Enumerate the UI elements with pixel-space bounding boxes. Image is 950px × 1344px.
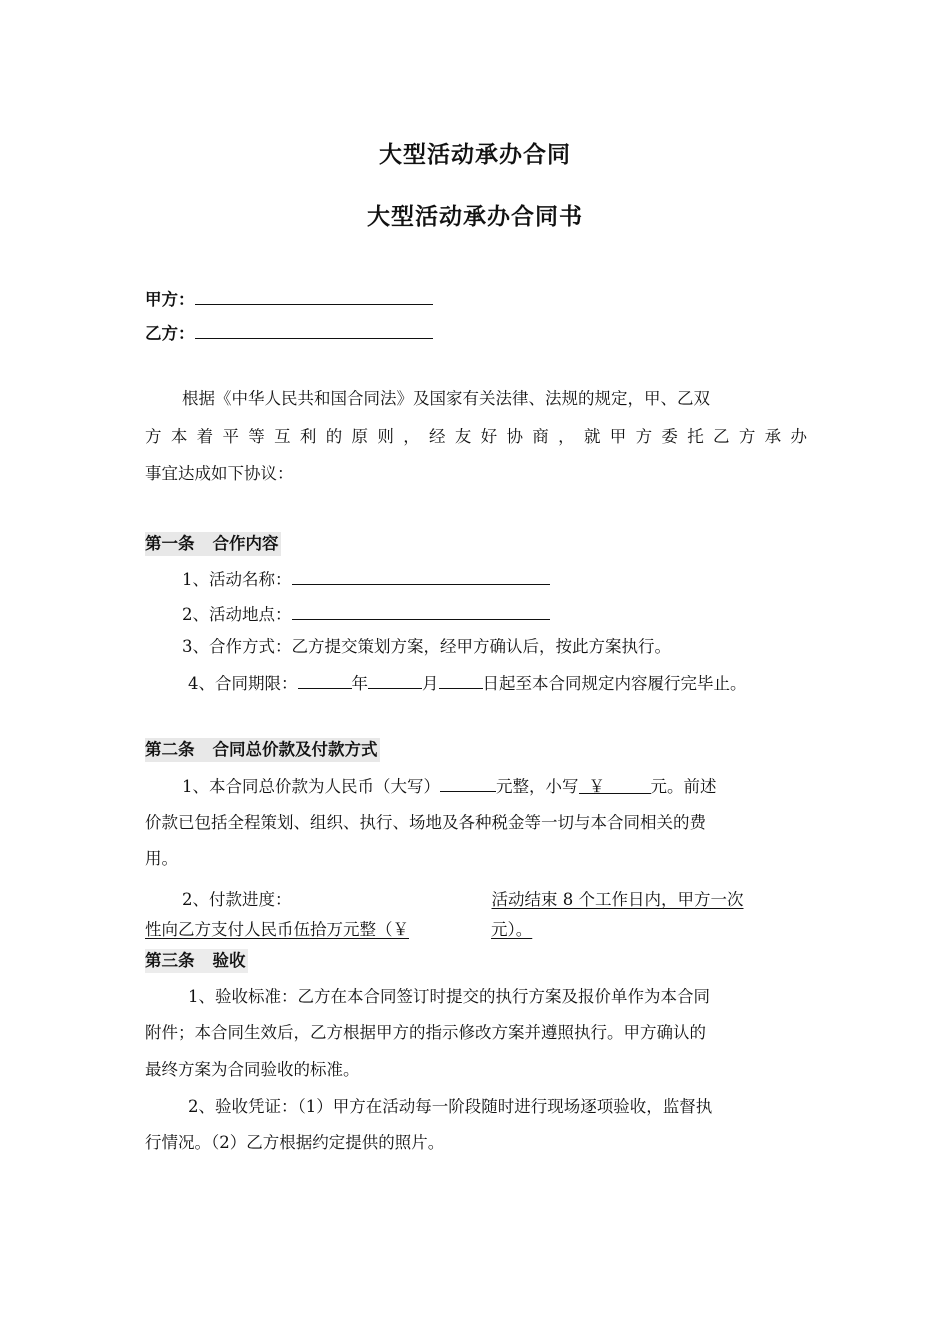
article-1-item-3: 3、合作方式：乙方提交策划方案，经甲方确认后，按此方案执行。: [182, 637, 671, 656]
payment-amount-suffix: 元）。: [491, 920, 533, 939]
party-a-line: [145, 286, 433, 312]
article-1-number: 第一条: [145, 534, 195, 553]
total-price-upper-blank[interactable]: [440, 773, 496, 792]
article-1-item-1: [182, 566, 550, 592]
article-2-item-1-line-1: [182, 773, 717, 799]
contract-term-label: 4、合同期限：: [188, 674, 298, 693]
article-3-heading: [145, 949, 248, 973]
article-2-item-2-line-1: [182, 888, 744, 912]
article-3-item-1-line-3: 最终方案为合同验收的标准。: [145, 1060, 360, 1079]
article-2-heading: [145, 738, 380, 762]
term-year-blank[interactable]: [298, 670, 352, 689]
article-3-number: 第三条: [145, 951, 195, 970]
payment-progress-blank[interactable]: [292, 888, 492, 906]
term-month-label: 月: [422, 674, 439, 693]
article-3-item-2-line-1: 2、验收凭证：（1）甲方在活动每一阶段随时进行现场逐项验收，监督执: [188, 1097, 713, 1116]
article-1-item-2: [182, 601, 550, 627]
term-month-blank[interactable]: [368, 670, 422, 689]
party-b-line: [145, 320, 433, 346]
activity-name-blank[interactable]: [292, 566, 550, 585]
article-3-title: 验收: [212, 951, 246, 970]
yen-symbol: ￥: [588, 777, 605, 796]
article-3-item-1-line-1: 1、验收标准：乙方在本合同签订时提交的执行方案及报价单作为本合同: [188, 987, 710, 1006]
article-2-item-1-line-2: 价款已包括全程策划、组织、执行、场地及各种税金等一切与本合同相关的费: [145, 813, 706, 832]
payment-progress-text: 活动结束 8 个工作日内，甲方一次: [491, 890, 744, 909]
article-2-item-1-line-3: 用。: [145, 849, 178, 868]
party-a-label: 甲方：: [145, 290, 195, 309]
payment-progress-label: 2、付款进度：: [182, 890, 292, 909]
preamble-line-3: 事宜达成如下协议：: [145, 464, 294, 483]
activity-location-blank[interactable]: [292, 601, 550, 620]
payment-amount-blank[interactable]: [409, 918, 491, 936]
total-price-label: 1、本合同总价款为人民币（大写）: [182, 777, 440, 796]
total-price-suffix: 元。前述: [650, 777, 717, 796]
term-suffix: 日起至本合同规定内容履行完毕止。: [482, 674, 747, 693]
preamble-line-2: 方本着平等互利的原则，经友好协商，就甲方委托乙方承办: [145, 427, 807, 446]
article-2-number: 第二条: [145, 740, 195, 759]
activity-location-label: 2、活动地点：: [182, 605, 292, 624]
term-year-label: 年: [351, 674, 368, 693]
total-price-lower-blank[interactable]: [579, 775, 651, 794]
article-1-title: 合作内容: [212, 534, 279, 553]
total-price-mid: 元整，小写: [496, 777, 579, 796]
preamble-line-1: 根据《中华人民共和国合同法》及国家有关法律、法规的规定，甲、乙双: [182, 389, 710, 408]
document-subtitle: 大型活动承办合同书: [367, 204, 583, 230]
article-2-item-2-line-2: [145, 918, 532, 942]
party-b-label: 乙方：: [145, 324, 195, 343]
party-a-blank[interactable]: [195, 286, 433, 305]
article-1-heading: [145, 532, 281, 556]
document-title: 大型活动承办合同: [379, 142, 571, 168]
activity-name-label: 1、活动名称：: [182, 570, 292, 589]
article-2-title: 合同总价款及付款方式: [212, 740, 378, 759]
term-day-blank[interactable]: [439, 670, 483, 689]
party-b-blank[interactable]: [195, 320, 433, 339]
article-3-item-1-line-2: 附件；本合同生效后，乙方根据甲方的指示修改方案并遵照执行。甲方确认的: [145, 1023, 706, 1042]
payment-amount-text: 性向乙方支付人民币伍拾万元整（￥: [145, 920, 409, 939]
article-3-item-2-line-2: 行情况。（2）乙方根据约定提供的照片。: [145, 1133, 445, 1152]
article-1-item-4: [188, 670, 747, 696]
